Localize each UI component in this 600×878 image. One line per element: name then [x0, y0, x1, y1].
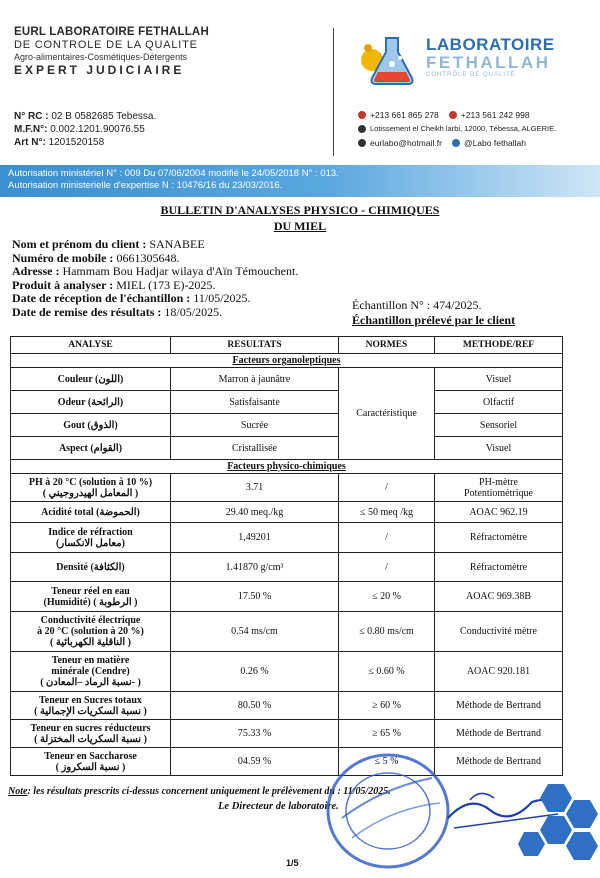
- page-number: 1/5: [286, 858, 299, 868]
- result-cell: 0.26 %: [171, 652, 339, 692]
- authorization-banner: [0, 165, 600, 197]
- analyse-cell: Teneur en matière minérale (Cendre) ( نسبة الرماد –المعادن- ): [11, 652, 171, 692]
- method-cell: Méthode de Bertrand: [435, 748, 563, 776]
- address-row: Lotissement el Cheikh larbi, 12000, Tébessa, ALGERIE.: [358, 122, 556, 136]
- sample-note: Échantillon prélevé par le client: [352, 313, 516, 327]
- brand-block: [426, 36, 555, 78]
- mobile-row: Numéro de mobile : 0661305648.: [12, 250, 180, 265]
- rc-row: N° RC : 02 B 0582685 Tebessa.: [14, 111, 157, 122]
- mf-row: M.F.N°: 0.002.1201.90076.55: [14, 124, 145, 135]
- method-cell: AOAC 962.19: [435, 502, 563, 523]
- section-physico: Facteurs physico-chimiques: [11, 460, 563, 474]
- result-cell: 1,49201: [171, 523, 339, 553]
- phone-icon: [449, 111, 457, 119]
- table-header-row: [11, 337, 563, 354]
- result-cell: 3.71: [171, 474, 339, 502]
- result-date-row: Date de remise des résultats : 18/05/2025.: [12, 304, 223, 319]
- document-subtitle: DU MIEL: [273, 219, 327, 233]
- company-expert: EXPERT JUDICIAIRE: [14, 63, 185, 77]
- table-row: [11, 474, 563, 502]
- method-cell: PH-mètre Potentiométrique: [435, 474, 563, 502]
- table-row: [11, 437, 563, 460]
- header-normes: NORMES: [339, 337, 435, 354]
- analyse-cell: Teneur en Sucres totaux ( نسبة السكريات الإجمالية ): [11, 692, 171, 720]
- header-methode: METHODE/REF: [435, 337, 563, 354]
- table-row: [11, 720, 563, 748]
- method-cell: Visuel: [435, 368, 563, 391]
- norm-cell: ≤ 5 %: [339, 748, 435, 776]
- company-block: [14, 26, 314, 78]
- reception-date-row: Date de réception de l'échantillon : 11/05/2025.: [12, 291, 251, 305]
- table-row: [11, 748, 563, 776]
- result-cell: 80.50 %: [171, 692, 339, 720]
- table-row: [11, 652, 563, 692]
- contact-block: [358, 108, 556, 150]
- table-row: [11, 502, 563, 523]
- brand-line2: FETHALLAH: [426, 53, 551, 72]
- norm-cell: ≤ 20 %: [339, 582, 435, 612]
- result-cell: 1.41870 g/cm³: [171, 553, 339, 582]
- art-row: Art N°: 1201520158: [14, 137, 105, 148]
- lab-flask-logo: [358, 30, 422, 88]
- norm-cell: /: [339, 474, 435, 502]
- norm-cell: Caractéristique: [339, 368, 435, 460]
- result-cell: 75.33 %: [171, 720, 339, 748]
- result-cell: 0.54 ms/cm: [171, 612, 339, 652]
- table-row: [11, 523, 563, 553]
- analyse-cell: Couleur (اللون): [11, 368, 171, 391]
- product-row: Produit à analyser : MIEL (173 E)-2025.: [12, 277, 216, 292]
- client-name-row: Nom et prénom du client : SANABEE: [12, 237, 205, 251]
- brand-line1: LABORATOIRE: [426, 35, 555, 54]
- table-row: [11, 553, 563, 582]
- result-cell: Marron à jaunâtre: [171, 368, 339, 391]
- phone-icon: [358, 111, 366, 119]
- email-row: eurlabo@hotmail.fr @Labo fethallah: [358, 136, 556, 150]
- address-row: Adresse : Hammam Bou Hadjar wilaya d'Aïn Témouchent.: [12, 264, 299, 278]
- table-row: [11, 391, 563, 414]
- sample-number: Échantillon N° : 474/2025.: [352, 298, 482, 312]
- company-name: EURL LABORATOIRE FETHALLAH: [14, 26, 209, 38]
- official-stamp: [322, 748, 454, 874]
- table-row: [11, 612, 563, 652]
- method-cell: AOAC 969.38B: [435, 582, 563, 612]
- norm-cell: /: [339, 523, 435, 553]
- result-cell: 17.50 %: [171, 582, 339, 612]
- table-row: [11, 368, 563, 391]
- analyse-cell: PH à 20 °C (solution à 10 %) ( المعامل الهيدروجيني ): [11, 474, 171, 502]
- analyse-cell: Conductivité électrique à 20 °C (solution à 20 %) ( الناقلية الكهربائية ): [11, 612, 171, 652]
- phone-row: +213 661 865 278 +213 561 242 998: [358, 108, 556, 122]
- method-cell: Méthode de Bertrand: [435, 692, 563, 720]
- analyse-cell: Teneur réel en eau (Humidité) ( الرطوبة ): [11, 582, 171, 612]
- analyse-cell: Teneur en sucres réducteurs ( نسبة السكريات المختزلة ): [11, 720, 171, 748]
- norm-cell: ≥ 60 %: [339, 692, 435, 720]
- result-cell: Cristallisée: [171, 437, 339, 460]
- method-cell: Réfractomètre: [435, 523, 563, 553]
- authorization-line1: Autorisation ministériel N° : 009 Du 07/06/2004 modifié le 24/05/2018 N° : 013.: [8, 168, 339, 179]
- method-cell: Conductivité mètre: [435, 612, 563, 652]
- header-analyse: ANALYSE: [11, 337, 171, 354]
- footer-note: Note: les résultats prescrits ci-dessus concernent uniquement le prélèvement du : 11/05/2025.: [8, 786, 391, 797]
- registration-ids: [14, 110, 156, 149]
- table-row: [11, 582, 563, 612]
- result-cell: 29.40 meq./kg: [171, 502, 339, 523]
- header-divider: [333, 28, 334, 156]
- section-row: [11, 460, 563, 474]
- analyse-cell: Densité (الكثافة): [11, 553, 171, 582]
- section-row: [11, 354, 563, 368]
- analyse-cell: Aspect (القوام): [11, 437, 171, 460]
- document-title: BULLETIN D'ANALYSES PHYSICO - CHIMIQUES: [160, 203, 440, 217]
- authorization-line2: Autorisation ministerielle d'expertise N : 10476/16 du 23/03/2016.: [8, 180, 283, 191]
- norm-cell: ≤ 0.60 %: [339, 652, 435, 692]
- results-table: [10, 336, 563, 776]
- result-cell: Sucrée: [171, 414, 339, 437]
- method-cell: Méthode de Bertrand: [435, 720, 563, 748]
- method-cell: Réfractomètre: [435, 553, 563, 582]
- brand-line3: CONTRÔLE DE QUALITÉ: [426, 72, 516, 78]
- method-cell: Olfactif: [435, 391, 563, 414]
- analyse-cell: Teneur en Saccharose ( نسبة السكروز ): [11, 748, 171, 776]
- header-resultats: RESULTATS: [171, 337, 339, 354]
- norm-cell: /: [339, 553, 435, 582]
- method-cell: Sensoriel: [435, 414, 563, 437]
- result-cell: Satisfaisante: [171, 391, 339, 414]
- analyse-cell: Acidité total (الحموضة): [11, 502, 171, 523]
- company-subtitle: DE CONTROLE DE LA QUALITE: [14, 39, 198, 51]
- email-icon: [358, 139, 366, 147]
- facebook-icon: [452, 139, 460, 147]
- norm-cell: ≥ 65 %: [339, 720, 435, 748]
- analyse-cell: Odeur (الرائحة): [11, 391, 171, 414]
- table-row: [11, 692, 563, 720]
- norm-cell: ≤ 50 meq /kg: [339, 502, 435, 523]
- company-activity: Agro-alimentaires-Cosmétiques-Détergents: [14, 52, 188, 62]
- result-cell: 04.59 %: [171, 748, 339, 776]
- norm-cell: ≤ 0.80 ms/cm: [339, 612, 435, 652]
- method-cell: AOAC 920.181: [435, 652, 563, 692]
- hexagon-decoration: [518, 780, 600, 866]
- section-organoleptic: Facteurs organoleptiques: [11, 354, 563, 368]
- director-signature-label: Le Directeur de laboratoire.: [218, 801, 339, 812]
- analyse-cell: Gout (الذوق): [11, 414, 171, 437]
- table-row: [11, 414, 563, 437]
- analyse-cell: Indice de réfraction (معامل الانكسار): [11, 523, 171, 553]
- method-cell: Visuel: [435, 437, 563, 460]
- location-icon: [358, 125, 366, 133]
- client-info: [12, 238, 298, 319]
